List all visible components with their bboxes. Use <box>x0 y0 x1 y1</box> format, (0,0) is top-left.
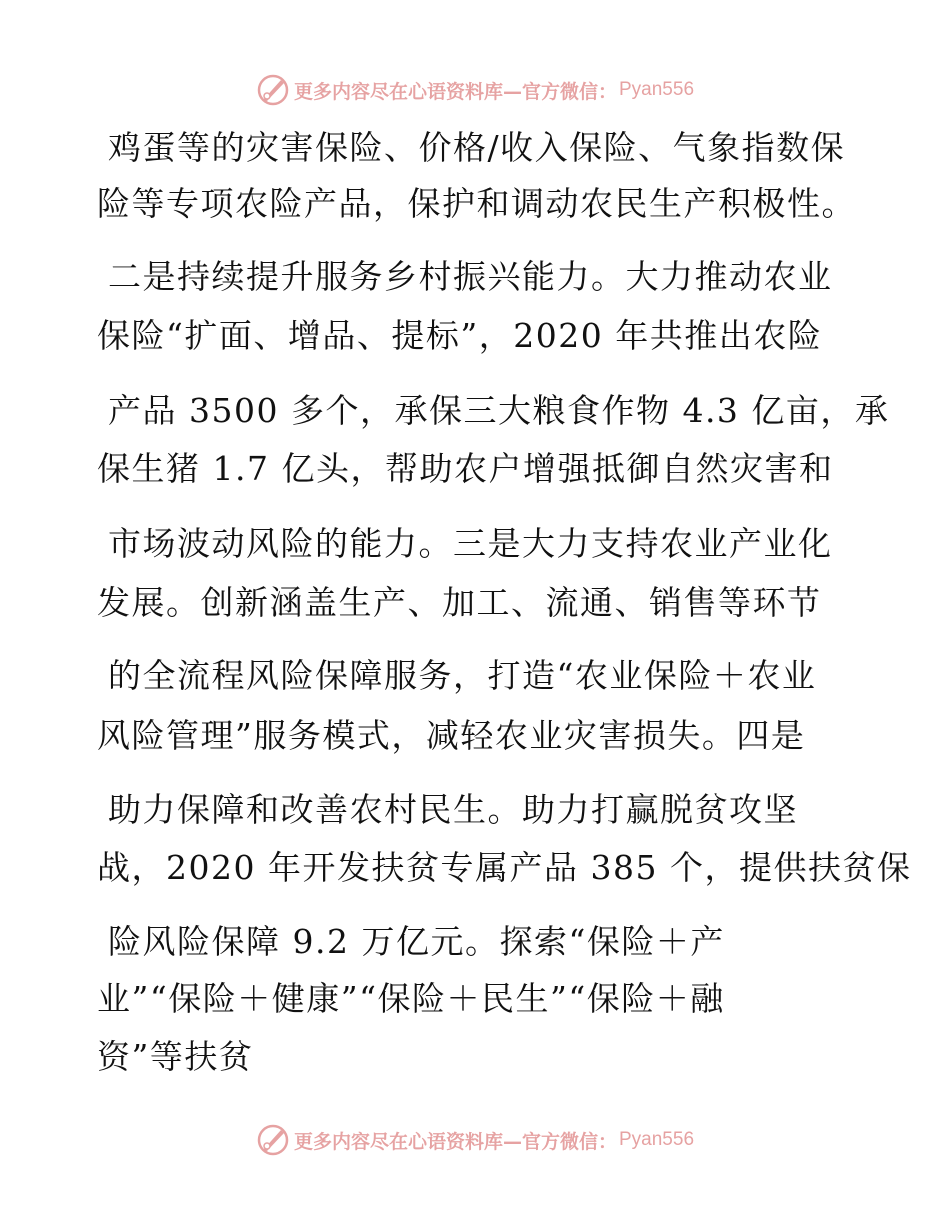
text-line: 发展。创新涵盖生产、加工、流通、销售等环节 <box>97 583 822 622</box>
text-line: 资”等扶贫 <box>97 1037 254 1076</box>
text-line: 产品 3500 多个，承保三大粮食作物 4.3 亿亩，承 <box>108 391 890 430</box>
text-line: 的全流程风险保障服务，打造“农业保险＋农业 <box>108 656 817 695</box>
footer-watermark <box>0 1122 950 1158</box>
text-line: 保生猪 1.7 亿头，帮助农户增强抵御自然灾害和 <box>97 449 834 488</box>
watermark-text: 更多内容尽在心语资料库—官方微信： <box>293 80 617 103</box>
watermark-text: 更多内容尽在心语资料库—官方微信： <box>293 1130 617 1153</box>
text-line: 市场波动风险的能力。三是大力支持农业产业化 <box>108 524 833 563</box>
quill-logo-icon <box>256 1123 290 1157</box>
watermark-wechat-id: Pyan556 <box>619 79 695 100</box>
text-line: 险等专项农险产品，保护和调动农民生产积极性。 <box>97 184 856 223</box>
watermark-wechat-id: Pyan556 <box>619 1129 695 1150</box>
text-line: 鸡蛋等的灾害保险、价格/收入保险、气象指数保 <box>108 128 846 167</box>
text-line: 业”“保险＋健康”“保险＋民生”“保险＋融 <box>97 979 725 1018</box>
text-line: 风险管理”服务模式，减轻农业灾害损失。四是 <box>97 716 806 755</box>
text-line: 助力保障和改善农村民生。助力打赢脱贫攻坚 <box>108 790 798 829</box>
text-line: 战，2020 年开发扶贫专属产品 385 个，提供扶贫保 <box>97 848 912 887</box>
text-line: 二是持续提升服务乡村振兴能力。大力推动农业 <box>108 257 833 296</box>
text-line: 保险“扩面、增品、提标”，2020 年共推出农险 <box>97 316 823 355</box>
text-line: 险风险保障 9.2 万亿元。探索“保险＋产 <box>108 922 725 961</box>
